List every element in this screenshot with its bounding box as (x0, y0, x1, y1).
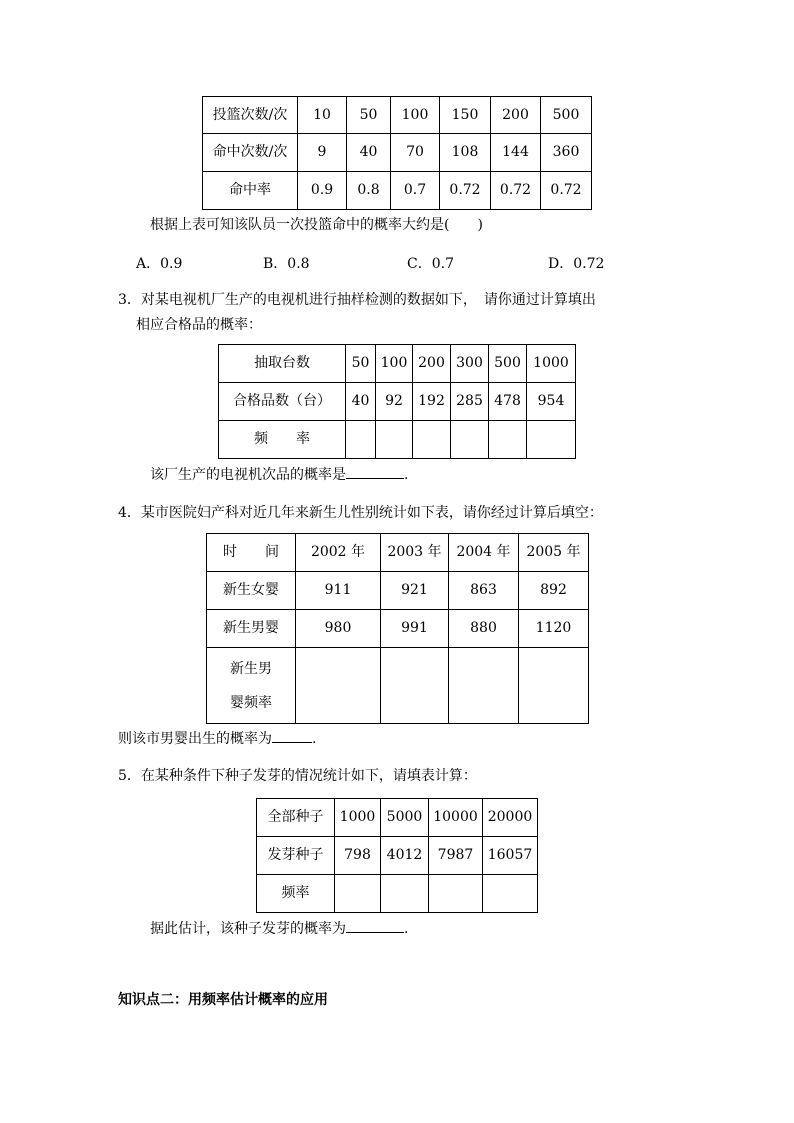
question-5-line1: 5．在某种条件下种子发芽的情况统计如下，请填表计算： (118, 768, 477, 784)
table-cell (519, 648, 589, 724)
table-cell: 0.7 (391, 172, 440, 210)
table-cell: 991 (381, 610, 449, 648)
question-3-line2: 相应合格品的概率： (136, 317, 262, 333)
option-a: A．0.9 (136, 256, 183, 272)
table-cell: 新生男婴 (207, 610, 296, 648)
table-cell: 1000 (335, 799, 381, 837)
table-row (203, 172, 592, 210)
table-row (207, 572, 589, 610)
answer-blank (346, 918, 404, 933)
table-cell: 抽取台数 (219, 345, 346, 383)
table-cell: 时 间 (207, 534, 296, 572)
option-d: D．0.72 (548, 256, 605, 272)
option-b: B．0.8 (263, 256, 310, 272)
table-row (257, 799, 538, 837)
table-cell: 70 (391, 134, 440, 172)
table-cell (335, 875, 381, 913)
answer-end: . (312, 731, 317, 747)
table-cell: 285 (451, 383, 489, 421)
table-cell (376, 421, 413, 459)
table-cell: 频 率 (219, 421, 346, 459)
answer-end: . (404, 921, 409, 937)
question-3-line1: 3．对某电视机厂生产的电视机进行抽样检测的数据如下， 请你通过计算填出 (118, 292, 596, 308)
table-row (219, 383, 576, 421)
table-cell (483, 875, 538, 913)
table-cell: 798 (335, 837, 381, 875)
tv-inspection-table (218, 344, 576, 459)
section-heading: 知识点二：用频率估计概率的应用 (118, 992, 328, 1008)
table-cell (413, 421, 451, 459)
table-cell: 980 (296, 610, 381, 648)
answer-prompt: 据此估计，该种子发芽的概率为 (150, 921, 346, 937)
table-cell: 10 (298, 97, 347, 134)
table-cell (489, 421, 527, 459)
table-cell: 2004 年 (449, 534, 519, 572)
cell-line: 婴频率 (230, 694, 272, 711)
table-cell: 9 (298, 134, 347, 172)
table-cell: 863 (449, 572, 519, 610)
table-cell: 2002 年 (296, 534, 381, 572)
table-cell: 4012 (381, 837, 429, 875)
table-cell: 108 (440, 134, 491, 172)
answer-prompt: 则该市男婴出生的概率为 (118, 731, 272, 747)
table-cell: 40 (346, 383, 376, 421)
newborn-table (206, 533, 589, 724)
table-cell: 5000 (381, 799, 429, 837)
table-cell: 20000 (483, 799, 538, 837)
table-cell (449, 648, 519, 724)
table-cell (296, 648, 381, 724)
table-row (257, 837, 538, 875)
table-row (219, 421, 576, 459)
table-cell: 500 (489, 345, 527, 383)
table-cell: 40 (347, 134, 391, 172)
table-cell: 全部种子 (257, 799, 335, 837)
table-cell (527, 421, 576, 459)
table-cell: 892 (519, 572, 589, 610)
seed-table (256, 798, 538, 913)
table-cell: 50 (346, 345, 376, 383)
table-cell: 100 (391, 97, 440, 134)
table-cell: 命中率 (203, 172, 298, 210)
answer-end: . (404, 467, 409, 483)
table-cell: 192 (413, 383, 451, 421)
answer-prompt: 该厂生产的电视机次品的概率是 (150, 467, 346, 483)
table-cell: 954 (527, 383, 576, 421)
table-row (203, 134, 592, 172)
table-cell: 0.9 (298, 172, 347, 210)
answer-blank (346, 464, 404, 479)
table-cell: 92 (376, 383, 413, 421)
table-cell: 911 (296, 572, 381, 610)
table-cell (429, 875, 483, 913)
table-cell: 频率 (257, 875, 335, 913)
table-row (207, 534, 589, 572)
table-cell: 7987 (429, 837, 483, 875)
table-cell: 50 (347, 97, 391, 134)
table-row (257, 875, 538, 913)
table-cell: 0.72 (541, 172, 592, 210)
table-cell: 144 (491, 134, 541, 172)
table-cell: 2003 年 (381, 534, 449, 572)
question-4-line1: 4．某市医院妇产科对近几年来新生儿性别统计如下表，请你经过计算后填空： (118, 505, 603, 521)
table-cell: 300 (451, 345, 489, 383)
question-5-answer-line (150, 918, 408, 938)
option-c: C．0.7 (407, 256, 454, 272)
table-cell: 921 (381, 572, 449, 610)
table-cell: 360 (541, 134, 592, 172)
question-4-answer-line (118, 728, 316, 748)
table-cell: 0.8 (347, 172, 391, 210)
table-cell (207, 648, 296, 724)
question-text: 根据上表可知该队员一次投篮命中的概率大约是( ) (150, 217, 483, 233)
table-row (207, 648, 589, 724)
table-cell: 1120 (519, 610, 589, 648)
shooting-table (202, 96, 592, 210)
table-cell: 0.72 (491, 172, 541, 210)
table-cell: 0.72 (440, 172, 491, 210)
table-cell: 500 (541, 97, 592, 134)
table-cell: 1000 (527, 345, 576, 383)
table-cell: 150 (440, 97, 491, 134)
table-cell: 投篮次数/次 (203, 97, 298, 134)
table-cell: 880 (449, 610, 519, 648)
table-cell: 2005 年 (519, 534, 589, 572)
table-cell: 200 (491, 97, 541, 134)
table-row (207, 610, 589, 648)
table-cell: 478 (489, 383, 527, 421)
table-cell: 合格品数（台） (219, 383, 346, 421)
table-cell: 10000 (429, 799, 483, 837)
table-cell: 100 (376, 345, 413, 383)
answer-blank (272, 728, 312, 743)
table-cell: 200 (413, 345, 451, 383)
table-cell (451, 421, 489, 459)
table-cell (381, 875, 429, 913)
table-cell: 16057 (483, 837, 538, 875)
table-cell (346, 421, 376, 459)
table-cell: 命中次数/次 (203, 134, 298, 172)
table-cell: 新生女婴 (207, 572, 296, 610)
table-cell (381, 648, 449, 724)
table-row (203, 97, 592, 134)
table-row (219, 345, 576, 383)
table-cell: 发芽种子 (257, 837, 335, 875)
question-3-answer-line (150, 464, 408, 484)
cell-line: 新生男 (230, 660, 272, 677)
